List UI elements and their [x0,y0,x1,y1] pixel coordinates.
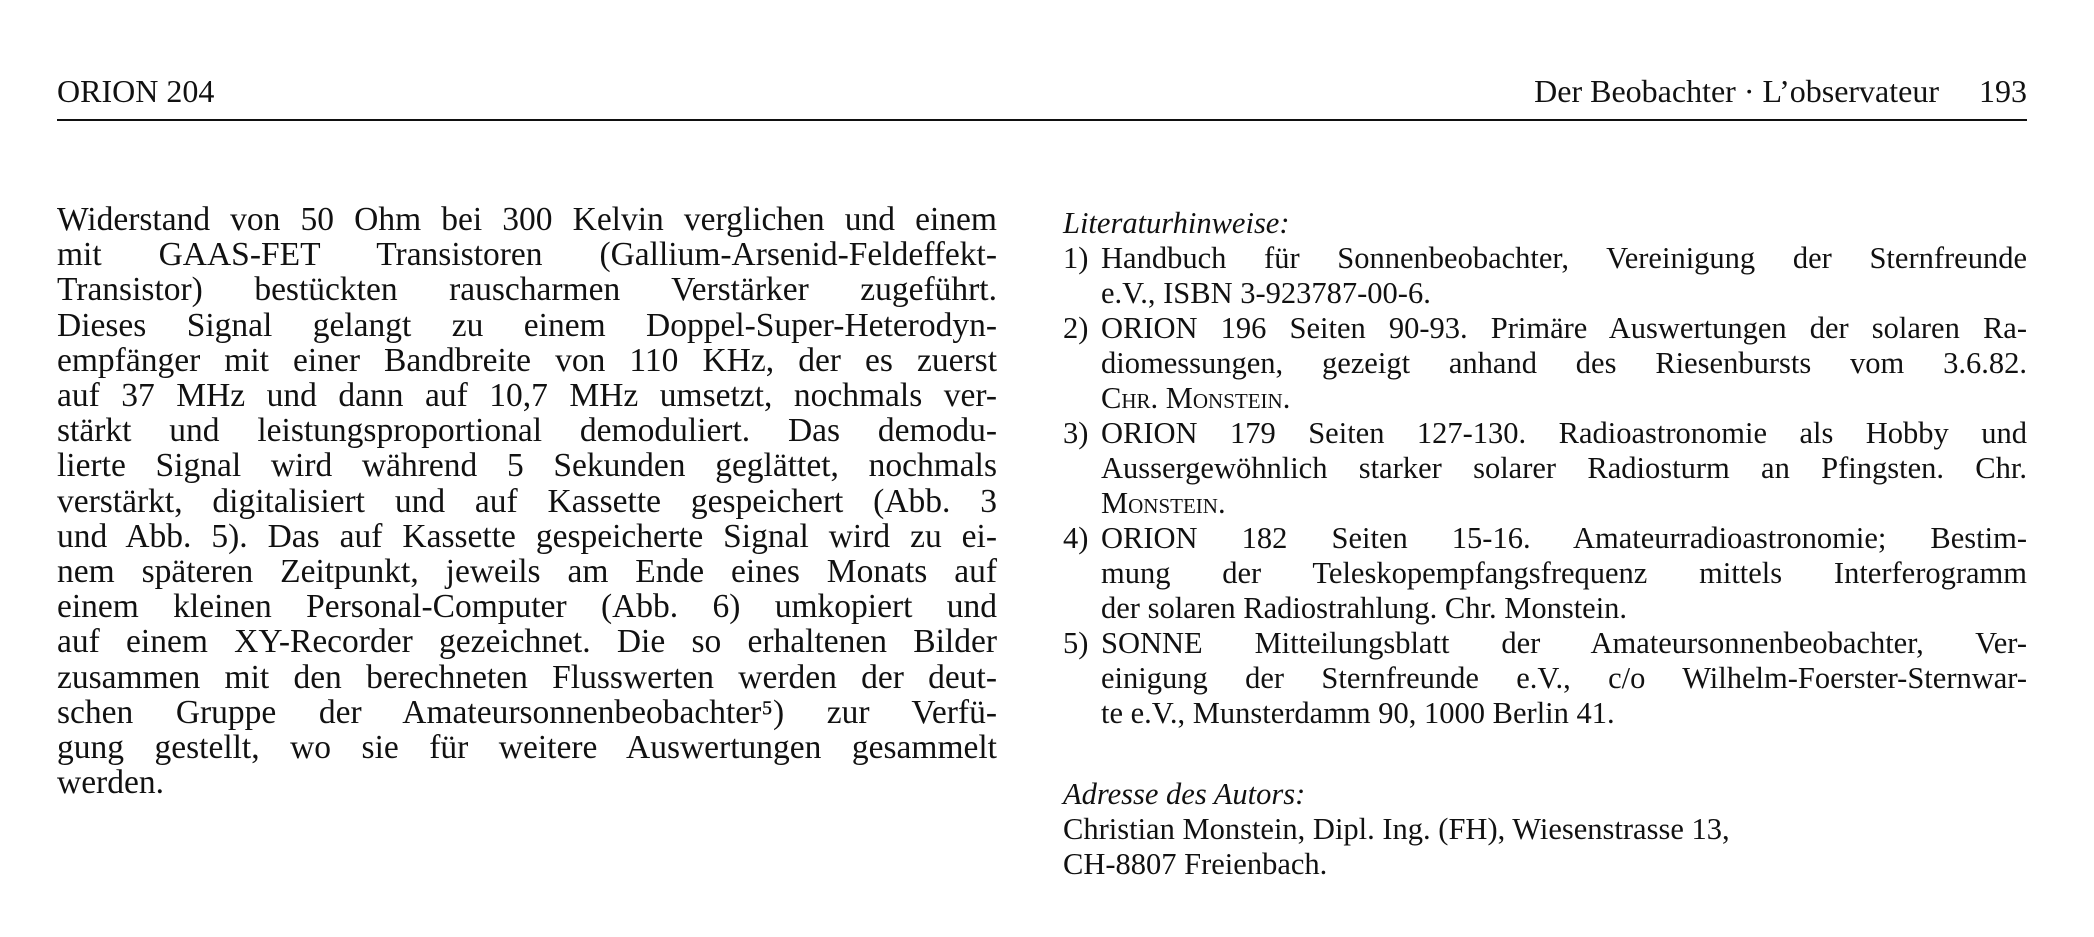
body-line: auf 37 MHz und dann auf 10,7 MHz umsetzt, nochmals ver- [57,377,997,415]
section-spacer [1063,731,2027,777]
author-address-line: CH-8807 Freienbach. [1063,847,1328,881]
author-address-heading: Adresse des Autors: [1063,777,1306,811]
body-line: werden. [57,764,164,802]
reference-item [1063,626,2027,731]
reference-item [1063,416,2027,521]
reference-number: 4) [1063,521,1089,555]
reference-text [1101,241,2027,311]
running-head [1534,66,2027,116]
body-line: lierte Signal wird während 5 Sekunden geglättet, nochmals [57,447,997,485]
reference-line: ORION 179 Seiten 127-130. Radioastronomie als Hobby und [1101,416,2027,450]
references-heading: Literaturhinweise: [1063,206,1290,240]
body-line: zusammen mit den berechneten Flusswerten werden der deut- [57,658,997,696]
reference-number: 3) [1063,416,1089,450]
reference-line: Aussergewöhnlich starker solarer Radiosturm an Pfingsten. Chr. [1101,451,2027,485]
reference-item [1063,521,2027,626]
body-line: nem späteren Zeitpunkt, jeweils am Ende eines Monats auf [57,553,997,591]
reference-item [1063,241,2027,311]
reference-line: Handbuch für Sonnenbeobachter, Vereinigung der Sternfreunde [1101,241,2027,275]
reference-text [1101,311,2027,416]
body-line: verstärkt, digitalisiert und auf Kassette gespeichert (Abb. 3 [57,482,997,520]
reference-line: diomessungen, gezeigt anhand des Riesenbursts vom 3.6.82. [1101,346,2027,380]
body-line: und Abb. 5). Das auf Kassette gespeicherte Signal wird zu ei- [57,517,997,555]
header-rule [57,119,2027,121]
reference-author-line: Chr. Monstein. [1101,381,1291,415]
section-title: Der Beobachter · L’observateur [1534,73,1939,109]
reference-text [1101,521,2027,626]
references-column [1063,206,2027,882]
body-text-column [57,202,997,800]
reference-line: ORION 196 Seiten 90-93. Primäre Auswertungen der solaren Ra- [1101,311,2027,345]
body-line: schen Gruppe der Amateursonnenbeobachter⁵) zur Verfü- [57,693,997,731]
reference-line: der solaren Radiostrahlung. Chr. Monstein. [1101,591,1628,625]
reference-line: te e.V., Munsterdamm 90, 1000 Berlin 41. [1101,696,1615,730]
author-address-line: Christian Monstein, Dipl. Ing. (FH), Wiesenstrasse 13, [1063,812,1730,846]
body-line: Transistor) bestückten rauscharmen Verstärker zugeführt. [57,271,997,309]
reference-text [1101,416,2027,521]
reference-line: ORION 182 Seiten 15-16. Amateurradioastronomie; Bestim- [1101,521,2027,555]
body-line: einem kleinen Personal-Computer (Abb. 6) umkopiert und [57,588,997,626]
reference-line: einigung der Sternfreunde e.V., c/o Wilhelm-Foerster-Sternwar- [1101,661,2027,695]
reference-item [1063,311,2027,416]
body-line: gung gestellt, wo sie für weitere Auswertungen gesammelt [57,729,997,767]
page-number: 193 [1979,73,2027,109]
reference-author-line: Monstein. [1101,486,1226,520]
reference-number: 2) [1063,311,1089,345]
body-line: mit GAAS-FET Transistoren (Gallium-Arsenid-Feldeffekt- [57,236,997,274]
reference-number: 1) [1063,241,1089,275]
reference-text [1101,626,2027,731]
reference-line: e.V., ISBN 3-923787-00-6. [1101,276,1431,310]
body-line: empfänger mit einer Bandbreite von 110 KHz, der es zuerst [57,341,997,379]
reference-line: mung der Teleskopempfangsfrequenz mittels Interferogramm [1101,556,2027,590]
journal-issue: ORION 204 [57,73,215,109]
body-line: stärkt und leistungsproportional demoduliert. Das demodu- [57,412,997,450]
page-header [57,66,2027,116]
body-line: auf einem XY-Recorder gezeichnet. Die so erhaltenen Bilder [57,623,997,661]
body-line: Widerstand von 50 Ohm bei 300 Kelvin verglichen und einem [57,201,997,238]
reference-number: 5) [1063,626,1089,660]
reference-line: SONNE Mitteilungsblatt der Amateursonnenbeobachter, Ver- [1101,626,2027,660]
body-line: Dieses Signal gelangt zu einem Doppel-Super-Heterodyn- [57,306,997,344]
